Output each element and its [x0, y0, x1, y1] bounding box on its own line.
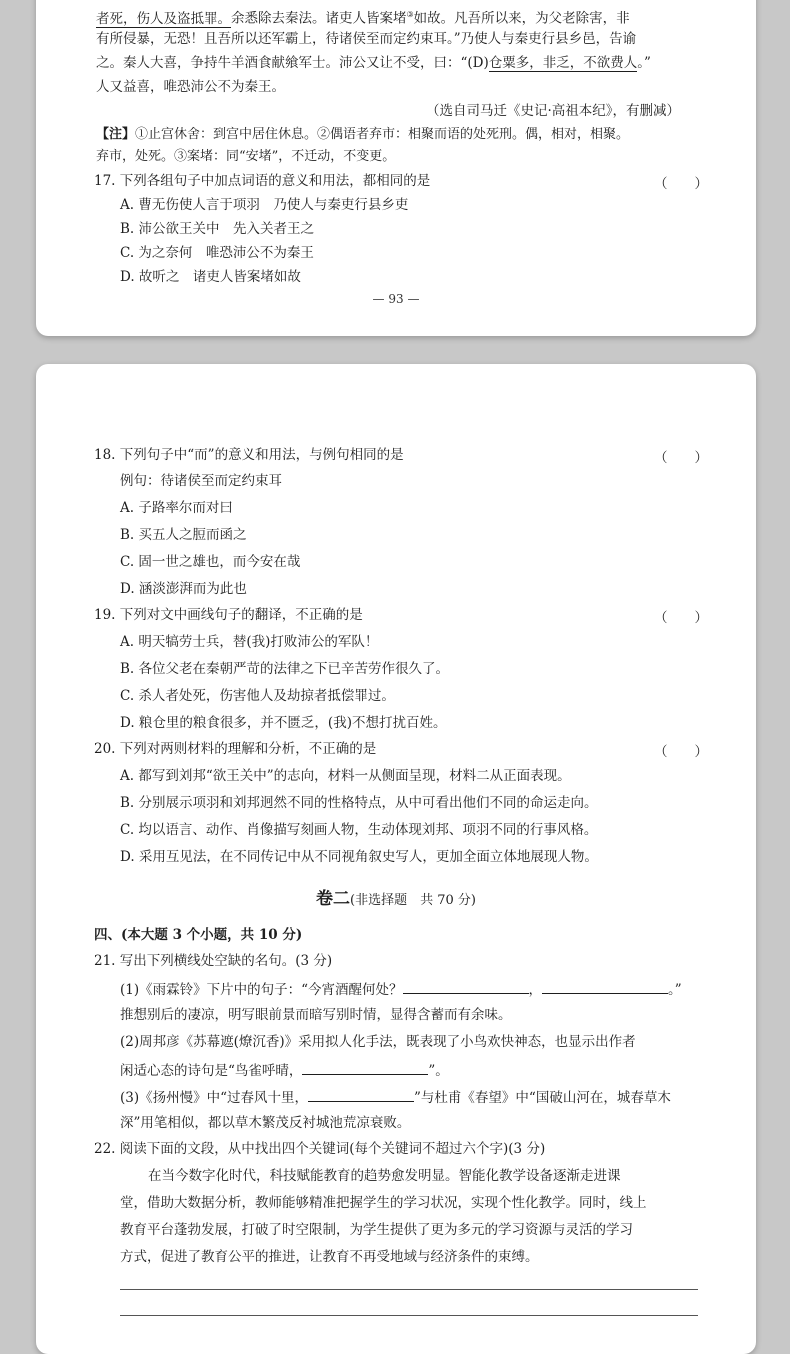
answer-paren-20: （ ）	[654, 744, 708, 760]
answer-line-1[interactable]	[120, 1289, 698, 1290]
option-19d: D. 粮仓里的粮食很多，并不匮乏，(我)不想打扰百姓。	[120, 715, 447, 731]
question-21-1-context: 推想别后的凄凉，明写眼前景而暗写别时情，显得含蓄而有余味。	[120, 1007, 512, 1023]
blank-21-2[interactable]	[302, 1060, 428, 1075]
option-20a: A. 都写到刘邦“欲王关中”的志向，材料一从侧面呈现，材料二从正面表现。	[120, 768, 571, 784]
blank-21-1a[interactable]	[403, 979, 529, 994]
question-20: 20. 下列对两则材料的理解和分析，不正确的是	[94, 741, 377, 757]
passage-line-4: 人又益喜，唯恐沛公不为秦王。	[96, 79, 285, 95]
option-20d: D. 采用互见法，在不同传记中从不同视角叙史写人，更加全面立体地展现人物。	[120, 849, 598, 865]
option-20c: C. 均以语言、动作、肖像描写刻画人物，生动体现刘邦、项羽不同的行事风格。	[120, 822, 598, 838]
answer-line-2[interactable]	[120, 1315, 698, 1316]
question-21-1: (1)《雨霖铃》下片中的句子：“今宵酒醒何处？ ， 。”	[120, 979, 682, 999]
option-18d: D. 涵淡澎湃而为此也	[120, 581, 247, 597]
annotation-line-1: 【注】①止宫休舍：到宫中居住休息。②偶语者弃市：相聚而语的处死刑。偶，相对，相聚。	[96, 127, 630, 142]
option-17d: D. 故听之 诸吏人皆案堵如故	[120, 269, 301, 285]
option-17b: B. 沛公欲王关中 先入关者王之	[120, 221, 315, 237]
page-93	[36, 0, 756, 336]
underlined-text: 者死，伤人及盗抵罪。	[96, 10, 231, 27]
passage-22-line-2: 堂，借助大数据分析，教师能够精准把握学生的学习状况，实现个性化教学。同时，线上	[120, 1195, 647, 1211]
option-19b: B. 各位父老在秦朝严苛的法律之下已辛苦劳作很久了。	[120, 661, 450, 677]
option-18c: C. 固一世之雄也，而今安在哉	[120, 554, 301, 570]
passage-line-3: 之。秦人大喜，争持牛羊酒食献飨军士。沛公又让不受，曰：“(D)仓粟多，非乏，不欲费人。”	[96, 55, 651, 71]
option-20b: B. 分别展示项羽和刘邦迥然不同的性格特点，从中可看出他们不同的命运走向。	[120, 795, 598, 811]
option-17c: C. 为之奈何 唯恐沛公不为秦王	[120, 245, 314, 261]
option-18a: A. 子路率尔而对曰	[120, 500, 233, 516]
passage-22-line-1: 在当今数字化时代，科技赋能教育的趋势愈发明显。智能化教学设备逐渐走进课	[148, 1168, 621, 1184]
example-sentence: 例句：待诸侯至而定约束耳	[120, 473, 282, 489]
option-19a: A. 明天犒劳士兵，替(我)打败沛公的军队！	[120, 634, 379, 650]
question-21-2-cont: 闲适心态的诗句是“鸟雀呼晴， ”。	[120, 1060, 449, 1080]
note-label: 【注】	[96, 127, 136, 142]
underlined-sentence-d: 仓粟多，非乏，不欲费人	[488, 55, 638, 71]
question-21: 21. 写出下列横线处空缺的名句。(3 分)	[94, 953, 333, 969]
answer-paren-19: （ ）	[654, 610, 708, 626]
annotation-line-2: 弃市，处死。③案堵：同“安堵”，不迁动，不变更。	[96, 149, 396, 164]
question-21-3-cont: 深”用笔相似，都以草木繁茂反衬城池荒凉衰败。	[120, 1115, 411, 1131]
question-18: 18. 下列句子中“而”的意义和用法，与例句相同的是	[94, 447, 404, 463]
page-94	[36, 364, 756, 1354]
source-citation: （选自司马迁《史记·高祖本纪》，有删减）	[426, 103, 681, 119]
answer-paren-17: （ ）	[654, 176, 708, 192]
question-19: 19. 下列对文中画线句子的翻译，不正确的是	[94, 607, 363, 623]
option-18b: B. 买五人之脰而函之	[120, 527, 247, 543]
question-17: 17. 下列各组句子中加点词语的意义和用法，都相同的是	[94, 173, 431, 189]
passage-22-line-3: 教育平台蓬勃发展，打破了时空限制，为学生提供了更为多元的学习资源与灵活的学习	[120, 1222, 633, 1238]
section-title-vol2: 卷二(非选择题 共 70 分)	[316, 889, 476, 909]
question-21-3: (3)《扬州慢》中“过春风十里， ”与杜甫《春望》中“国破山河在，城春草木	[120, 1087, 671, 1107]
passage-22-line-4: 方式，促进了教育公平的推进，让教育不再受地域与经济条件的束缚。	[120, 1249, 539, 1265]
answer-paren-18: （ ）	[654, 450, 708, 466]
blank-21-1b[interactable]	[542, 979, 668, 994]
blank-21-3[interactable]	[308, 1087, 414, 1102]
part-4-heading: 四、(本大题 3 个小题，共 10 分)	[94, 927, 303, 943]
page-number: — 93 —	[372, 292, 420, 306]
option-19c: C. 杀人者处死，伤害他人及劫掠者抵偿罪过。	[120, 688, 395, 704]
passage-line-1: 者死，伤人及盗抵罪。余悉除去秦法。诸吏人皆案堵③如故。凡吾所以来，为父老除害，非	[96, 10, 630, 27]
question-22: 22. 阅读下面的文段，从中找出四个关键词(每个关键词不超过六个字)(3 分)	[94, 1141, 546, 1157]
question-21-2: (2)周邦彦《苏幕遮(燎沉香)》采用拟人化手法，既表现了小鸟欢快神态，也显示出作者	[120, 1034, 636, 1050]
passage-line-2: 有所侵暴，无恐！且吾所以还军霸上，待诸侯至而定约束耳。”乃使人与秦吏行县乡邑，告谕	[96, 31, 637, 47]
option-17a: A. 曹无伤使人言于项羽 乃使人与秦吏行县乡吏	[120, 197, 409, 213]
